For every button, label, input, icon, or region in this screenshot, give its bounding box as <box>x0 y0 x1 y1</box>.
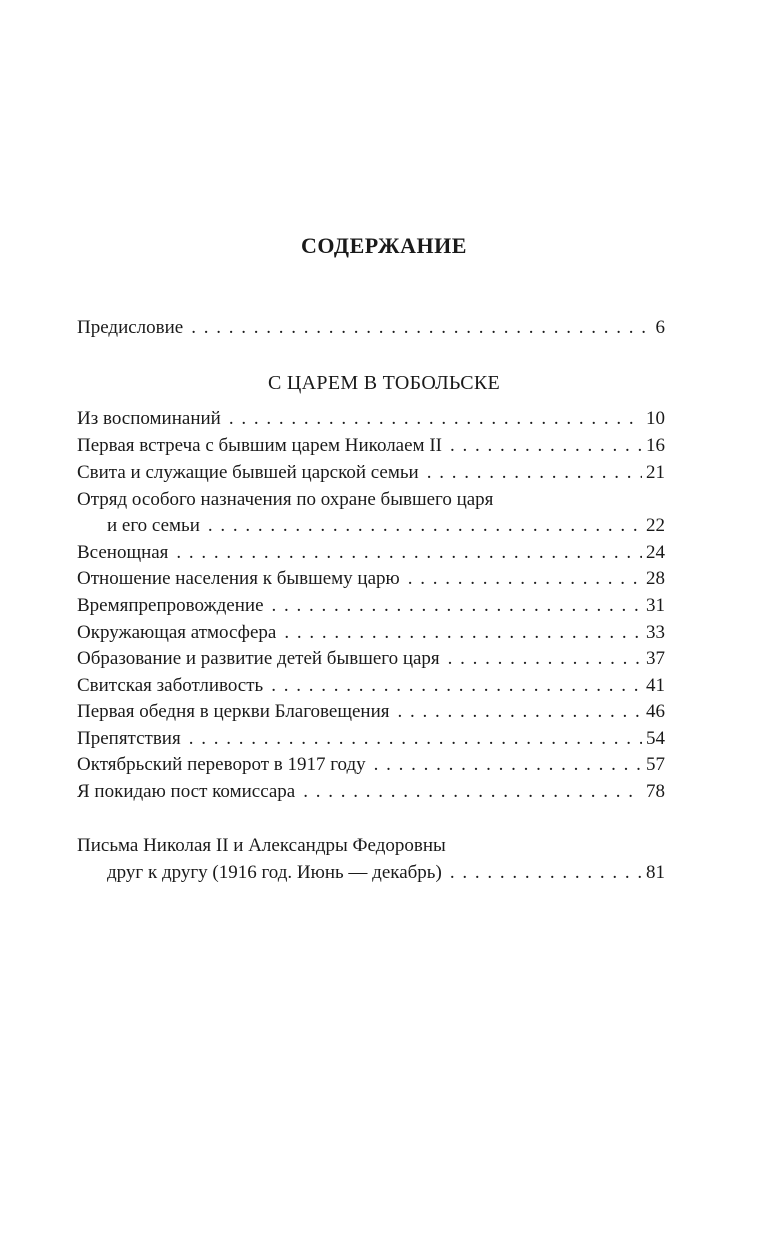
dot-leader <box>374 752 642 778</box>
dot-leader <box>408 566 642 592</box>
toc-entry[interactable] <box>77 540 665 566</box>
toc-entry-label: друг к другу (1916 год. Июнь — декабрь) <box>107 862 442 883</box>
toc-entry[interactable] <box>107 513 665 539</box>
toc-entry-page: 41 <box>646 675 665 696</box>
toc-entry-label: Первая обедня в церкви Благовещения <box>77 701 390 722</box>
dot-leader <box>284 620 642 646</box>
toc-entry-page: 81 <box>646 862 665 883</box>
toc-entry[interactable] <box>77 620 665 646</box>
toc-entry[interactable] <box>77 593 665 619</box>
toc-entry-label: Свита и служащие бывшей царской семьи <box>77 462 419 483</box>
dot-leader <box>189 726 642 752</box>
toc-entry[interactable] <box>77 460 665 486</box>
toc-entry-label: Времяпрепровождение <box>77 595 264 616</box>
toc-entry-letters[interactable] <box>107 860 665 886</box>
toc-entry[interactable] <box>77 699 665 725</box>
toc-entry-page: 37 <box>646 648 665 669</box>
toc-entry-page: 57 <box>646 754 665 775</box>
toc-entry[interactable] <box>77 752 665 778</box>
toc-entry[interactable] <box>77 673 665 699</box>
toc-entry-page: 10 <box>646 408 665 429</box>
toc-entry-page: 31 <box>646 595 665 616</box>
section-title: С ЦАРЕМ В ТОБОЛЬСКЕ <box>267 372 501 394</box>
toc-entry-label: Из воспоминаний <box>77 408 221 429</box>
dot-leader <box>450 860 642 886</box>
toc-entry-label: и его семьи <box>107 515 200 536</box>
toc-entry[interactable] <box>77 646 665 672</box>
toc-entry-label-line1[interactable]: Отряд особого назначения по охране бывшего царя <box>77 489 494 510</box>
dot-leader <box>427 460 642 486</box>
toc-entry-label: Свитская заботливость <box>77 675 264 696</box>
toc-entry-label: Первая встреча с бывшим царем Николаем II <box>77 435 442 456</box>
toc-entry-page: 78 <box>646 781 665 802</box>
toc-entry-page: 16 <box>646 435 665 456</box>
toc-entry-page: 28 <box>646 568 665 589</box>
toc-entry-page: 54 <box>646 728 665 749</box>
toc-entry-page: 46 <box>646 701 665 722</box>
toc-entry-label: Образование и развитие детей бывшего царя <box>77 648 440 669</box>
dot-leader <box>229 406 642 432</box>
toc-entry-label: Отношение населения к бывшему царю <box>77 568 400 589</box>
toc-entry-label: Предисловие <box>77 317 184 338</box>
toc-entry[interactable] <box>77 779 665 805</box>
toc-entry-page: 33 <box>646 622 665 643</box>
dot-leader <box>398 699 643 725</box>
toc-entry[interactable] <box>77 566 665 592</box>
toc-entry-page: 6 <box>655 317 665 338</box>
dot-leader <box>303 779 642 805</box>
toc-entry-page: 24 <box>646 542 665 563</box>
dot-leader <box>176 540 642 566</box>
toc-entry-page: 21 <box>646 462 665 483</box>
toc-entry-page: 22 <box>646 515 665 536</box>
toc-entry[interactable] <box>77 406 665 432</box>
dot-leader <box>448 646 642 672</box>
toc-entry[interactable] <box>77 433 665 459</box>
toc-entry-label: Октябрьский переворот в 1917 году <box>77 754 366 775</box>
toc-entry-label: Я покидаю пост комиссара <box>77 781 296 802</box>
page-title: СОДЕРЖАНИЕ <box>301 233 467 258</box>
toc-entry[interactable] <box>77 726 665 752</box>
toc-entry-label: Окружающая атмосфера <box>77 622 277 643</box>
toc-entry-preface[interactable] <box>77 315 665 341</box>
toc-entry-label: Всенощная <box>77 542 169 563</box>
dot-leader <box>271 673 642 699</box>
dot-leader <box>191 315 651 341</box>
dot-leader <box>450 433 642 459</box>
dot-leader <box>208 513 642 539</box>
toc-entry-letters-line1[interactable]: Письма Николая II и Александры Федоровны <box>77 835 446 856</box>
toc-entry-label: Препятствия <box>77 728 181 749</box>
dot-leader <box>272 593 642 619</box>
